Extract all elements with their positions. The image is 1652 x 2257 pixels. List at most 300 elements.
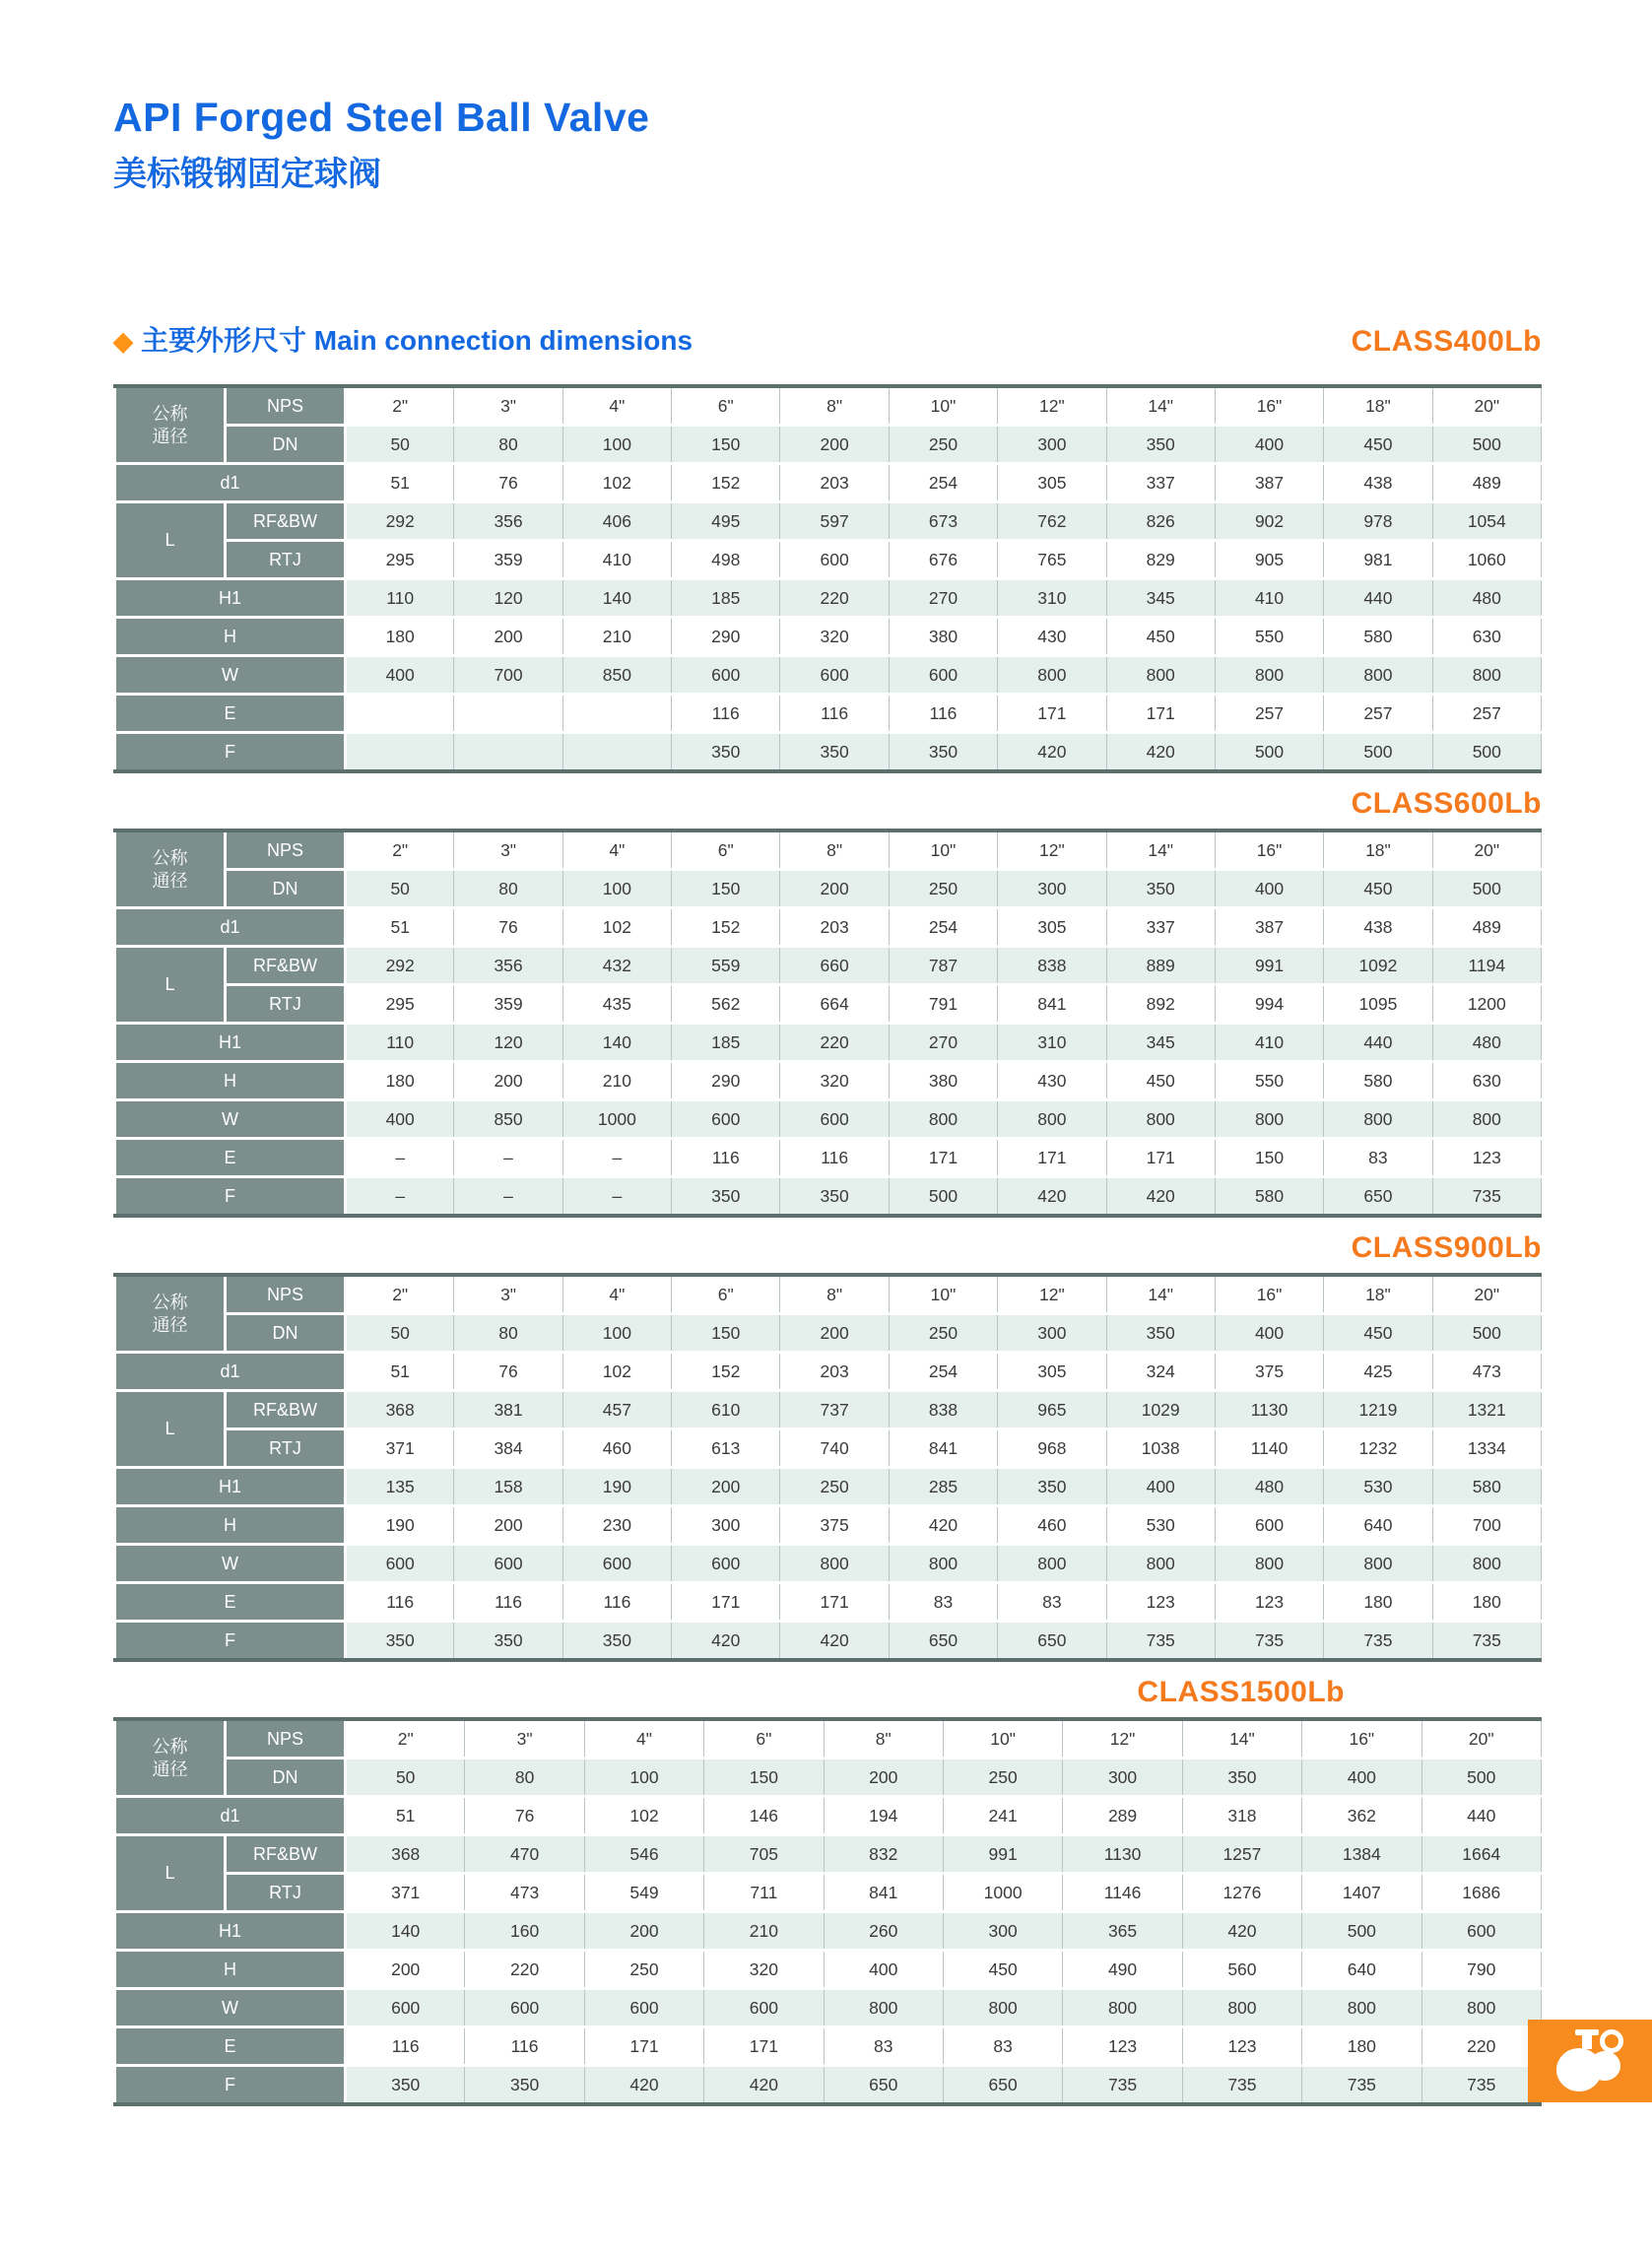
data-cell: 968: [998, 1429, 1106, 1468]
data-cell: 51: [346, 464, 454, 502]
data-cell: 1095: [1324, 985, 1432, 1024]
data-cell: 400: [1215, 426, 1323, 464]
row-header-cell: E: [115, 695, 346, 733]
data-cell: 14": [1106, 386, 1215, 426]
data-cell: 350: [672, 1177, 780, 1217]
data-cell: 1000: [562, 1100, 671, 1139]
data-cell: 489: [1432, 464, 1541, 502]
data-cell: 318: [1182, 1797, 1301, 1835]
row-header-cell: RTJ: [226, 1874, 346, 1912]
data-cell: 800: [998, 656, 1106, 695]
data-cell: 500: [889, 1177, 997, 1217]
data-cell: 51: [346, 1797, 465, 1835]
table-row: [115, 1545, 1542, 1583]
table-row: [115, 985, 1542, 1024]
table-row: [115, 695, 1542, 733]
data-cell: 250: [889, 870, 997, 908]
data-cell: 735: [1182, 2066, 1301, 2105]
table-row: [115, 1874, 1542, 1912]
table-row: [115, 1024, 1542, 1062]
table-row: [115, 618, 1542, 656]
data-cell: 800: [1106, 1545, 1215, 1583]
data-cell: 600: [780, 656, 889, 695]
table-row: [115, 386, 1542, 426]
data-cell: 203: [780, 464, 889, 502]
data-cell: 800: [1432, 1100, 1541, 1139]
data-cell: 550: [1215, 618, 1323, 656]
data-cell: 800: [889, 1545, 997, 1583]
row-header-cell: H: [115, 1506, 346, 1545]
data-cell: 200: [346, 1951, 465, 1989]
row-header-l: L: [115, 502, 226, 579]
data-cell: 300: [943, 1912, 1062, 1951]
data-cell: 562: [672, 985, 780, 1024]
data-cell: 381: [454, 1391, 562, 1429]
data-cell: [346, 695, 454, 733]
data-cell: 410: [1215, 579, 1323, 618]
data-cell: 171: [889, 1139, 997, 1177]
data-cell: 384: [454, 1429, 562, 1468]
data-cell: 152: [672, 464, 780, 502]
data-cell: 600: [465, 1989, 584, 2027]
row-header-cell: RTJ: [226, 1429, 346, 1468]
data-cell: 1232: [1324, 1429, 1432, 1468]
data-cell: 500: [1302, 1912, 1421, 1951]
data-cell: 1664: [1421, 1835, 1541, 1874]
row-header-cell: H: [115, 1951, 346, 1989]
data-cell: 203: [780, 908, 889, 947]
data-cell: 80: [465, 1759, 584, 1797]
data-cell: 116: [889, 695, 997, 733]
data-cell: 495: [672, 502, 780, 541]
data-cell: 580: [1324, 1062, 1432, 1100]
row-header-cell: E: [115, 2027, 346, 2066]
class-label-400: CLASS400Lb: [1351, 325, 1542, 358]
data-cell: 800: [1421, 1989, 1541, 2027]
data-cell: 12": [998, 1275, 1106, 1314]
section-heading-row: [113, 319, 1542, 359]
row-header-cell: d1: [115, 1353, 346, 1391]
table-row: [115, 1759, 1542, 1797]
data-cell: 152: [672, 1353, 780, 1391]
class-label: CLASS1500Lb: [1137, 1676, 1345, 1708]
data-cell: 1140: [1215, 1429, 1323, 1468]
data-cell: 1130: [1215, 1391, 1323, 1429]
data-cell: 8": [824, 1719, 943, 1759]
data-cell: 549: [584, 1874, 703, 1912]
data-cell: 292: [346, 502, 454, 541]
data-cell: 285: [889, 1468, 997, 1506]
row-header-cell: NPS: [226, 830, 346, 870]
data-cell: 480: [1432, 1024, 1541, 1062]
data-cell: 460: [998, 1506, 1106, 1545]
data-cell: 559: [672, 947, 780, 985]
table-row: [115, 1314, 1542, 1353]
data-cell: 673: [889, 502, 997, 541]
data-cell: –: [346, 1139, 454, 1177]
data-cell: 116: [454, 1583, 562, 1622]
data-cell: 600: [672, 656, 780, 695]
data-cell: 350: [465, 2066, 584, 2105]
data-cell: 300: [1063, 1759, 1182, 1797]
data-cell: 640: [1324, 1506, 1432, 1545]
page-subtitle-zh: 美标锻钢固定球阀: [113, 156, 381, 193]
row-header-cell: d1: [115, 908, 346, 947]
table-row: [115, 870, 1542, 908]
data-cell: 800: [1215, 656, 1323, 695]
data-cell: 425: [1324, 1353, 1432, 1391]
data-cell: 171: [584, 2027, 703, 2066]
data-cell: 76: [454, 908, 562, 947]
table-row: [115, 464, 1542, 502]
data-cell: [562, 695, 671, 733]
data-cell: 18": [1324, 830, 1432, 870]
data-cell: 800: [998, 1100, 1106, 1139]
row-header-cell: DN: [226, 426, 346, 464]
table-row: [115, 1912, 1542, 1951]
data-cell: 50: [346, 1314, 454, 1353]
data-cell: 440: [1324, 1024, 1432, 1062]
row-header-cell: DN: [226, 1759, 346, 1797]
table-row: [115, 1468, 1542, 1506]
data-cell: 410: [562, 541, 671, 579]
data-cell: 735: [1324, 1622, 1432, 1661]
data-cell: 440: [1421, 1797, 1541, 1835]
data-cell: 400: [1215, 870, 1323, 908]
dimensions-table: [113, 384, 1542, 773]
data-cell: 400: [346, 1100, 454, 1139]
data-cell: 171: [998, 695, 1106, 733]
data-cell: 737: [780, 1391, 889, 1429]
data-cell: 1060: [1432, 541, 1541, 579]
data-cell: 4": [562, 386, 671, 426]
data-cell: 735: [1106, 1622, 1215, 1661]
data-cell: 16": [1302, 1719, 1421, 1759]
data-cell: 800: [1432, 1545, 1541, 1583]
data-cell: 350: [454, 1622, 562, 1661]
data-cell: 305: [998, 464, 1106, 502]
data-cell: 200: [454, 1506, 562, 1545]
data-cell: 735: [1432, 1622, 1541, 1661]
row-header-nominal: 公称 通径: [115, 1275, 226, 1353]
row-header-cell: RF&BW: [226, 1391, 346, 1429]
data-cell: 254: [889, 908, 997, 947]
data-cell: 116: [780, 695, 889, 733]
data-cell: 116: [672, 1139, 780, 1177]
row-header-cell: E: [115, 1139, 346, 1177]
data-cell: 978: [1324, 502, 1432, 541]
data-cell: [454, 695, 562, 733]
data-cell: 365: [1063, 1912, 1182, 1951]
data-cell: 76: [465, 1797, 584, 1835]
data-cell: 257: [1432, 695, 1541, 733]
data-cell: 832: [824, 1835, 943, 1874]
table-row: [115, 1100, 1542, 1139]
data-cell: 250: [943, 1759, 1062, 1797]
data-cell: 305: [998, 1353, 1106, 1391]
table-row: [115, 1429, 1542, 1468]
table-row: [115, 1719, 1542, 1759]
class-label: CLASS600Lb: [1351, 787, 1542, 820]
row-header-cell: d1: [115, 464, 346, 502]
data-cell: 500: [1432, 426, 1541, 464]
data-cell: 530: [1106, 1506, 1215, 1545]
table-row: [115, 1951, 1542, 1989]
data-cell: 14": [1106, 1275, 1215, 1314]
data-cell: 473: [1432, 1353, 1541, 1391]
data-cell: 489: [1432, 908, 1541, 947]
table-row: [115, 1275, 1542, 1314]
data-cell: 430: [998, 618, 1106, 656]
data-cell: 171: [1106, 1139, 1215, 1177]
data-cell: 180: [346, 1062, 454, 1100]
data-cell: 480: [1432, 579, 1541, 618]
data-cell: 190: [346, 1506, 454, 1545]
dimensions-table: [113, 1717, 1542, 2106]
data-cell: 700: [454, 656, 562, 695]
data-cell: 230: [562, 1506, 671, 1545]
data-cell: 250: [889, 426, 997, 464]
table-row: [115, 947, 1542, 985]
data-cell: 292: [346, 947, 454, 985]
data-cell: 102: [562, 464, 671, 502]
data-cell: 6": [672, 1275, 780, 1314]
data-cell: 400: [1302, 1759, 1421, 1797]
data-cell: 2": [346, 1719, 465, 1759]
data-cell: 300: [998, 1314, 1106, 1353]
data-cell: –: [454, 1177, 562, 1217]
data-cell: 800: [824, 1989, 943, 2027]
data-cell: 320: [780, 618, 889, 656]
data-cell: [562, 733, 671, 772]
data-cell: 597: [780, 502, 889, 541]
data-cell: 800: [1432, 656, 1541, 695]
data-cell: 610: [672, 1391, 780, 1429]
data-cell: 1219: [1324, 1391, 1432, 1429]
table-row: [115, 1353, 1542, 1391]
data-cell: 6": [672, 830, 780, 870]
data-cell: 83: [889, 1583, 997, 1622]
data-cell: 171: [672, 1583, 780, 1622]
data-cell: 6": [672, 386, 780, 426]
row-header-cell: DN: [226, 1314, 346, 1353]
data-cell: 310: [998, 579, 1106, 618]
data-cell: 705: [704, 1835, 824, 1874]
data-cell: 120: [454, 579, 562, 618]
data-cell: 290: [672, 1062, 780, 1100]
data-cell: 310: [998, 1024, 1106, 1062]
data-cell: 735: [1432, 1177, 1541, 1217]
data-cell: 20": [1432, 386, 1541, 426]
data-cell: 200: [780, 426, 889, 464]
data-cell: 660: [780, 947, 889, 985]
table-row: [115, 579, 1542, 618]
data-cell: 450: [1106, 1062, 1215, 1100]
data-cell: 102: [562, 908, 671, 947]
data-cell: 498: [672, 541, 780, 579]
row-header-cell: E: [115, 1583, 346, 1622]
data-cell: 337: [1106, 908, 1215, 947]
row-header-cell: H: [115, 1062, 346, 1100]
data-cell: 20": [1432, 830, 1541, 870]
data-cell: 1384: [1302, 1835, 1421, 1874]
data-cell: 630: [1432, 1062, 1541, 1100]
data-cell: 8": [780, 1275, 889, 1314]
data-cell: 171: [780, 1583, 889, 1622]
data-cell: 800: [943, 1989, 1062, 2027]
data-cell: 295: [346, 541, 454, 579]
data-cell: 200: [584, 1912, 703, 1951]
data-cell: –: [454, 1139, 562, 1177]
row-header-cell: H: [115, 618, 346, 656]
data-cell: 250: [780, 1468, 889, 1506]
data-cell: 20": [1432, 1275, 1541, 1314]
data-cell: 410: [1215, 1024, 1323, 1062]
data-cell: 50: [346, 426, 454, 464]
table-row: [115, 908, 1542, 947]
data-cell: 18": [1324, 386, 1432, 426]
data-cell: 120: [454, 1024, 562, 1062]
data-cell: 180: [1302, 2027, 1421, 2066]
data-cell: 14": [1182, 1719, 1301, 1759]
data-cell: 123: [1182, 2027, 1301, 2066]
data-cell: 257: [1215, 695, 1323, 733]
data-cell: 450: [943, 1951, 1062, 1989]
brand-block: [1528, 2020, 1652, 2102]
data-cell: 600: [780, 541, 889, 579]
data-cell: 1092: [1324, 947, 1432, 985]
data-cell: 10": [889, 830, 997, 870]
data-cell: 12": [998, 386, 1106, 426]
data-cell: 12": [998, 830, 1106, 870]
row-header-nominal: 公称 通径: [115, 386, 226, 464]
data-cell: 337: [1106, 464, 1215, 502]
data-cell: 800: [780, 1545, 889, 1583]
data-cell: 200: [672, 1468, 780, 1506]
data-cell: 600: [1421, 1912, 1541, 1951]
data-cell: 700: [1432, 1506, 1541, 1545]
data-cell: 560: [1182, 1951, 1301, 1989]
data-cell: 600: [889, 656, 997, 695]
row-header-cell: NPS: [226, 1719, 346, 1759]
data-cell: 460: [562, 1429, 671, 1468]
table-row: [115, 1177, 1542, 1217]
data-cell: 991: [1215, 947, 1323, 985]
data-cell: 902: [1215, 502, 1323, 541]
data-cell: 435: [562, 985, 671, 1024]
data-cell: 220: [780, 1024, 889, 1062]
data-cell: 850: [454, 1100, 562, 1139]
data-cell: 51: [346, 908, 454, 947]
data-cell: 3": [454, 386, 562, 426]
data-cell: 664: [780, 985, 889, 1024]
data-cell: 80: [454, 1314, 562, 1353]
row-header-cell: F: [115, 1177, 346, 1217]
data-cell: 841: [824, 1874, 943, 1912]
data-cell: 110: [346, 579, 454, 618]
row-header-l: L: [115, 1391, 226, 1468]
page-content: [113, 0, 1542, 2106]
data-cell: 300: [672, 1506, 780, 1545]
table-row: [115, 1835, 1542, 1874]
data-cell: 600: [672, 1100, 780, 1139]
data-cell: 420: [780, 1622, 889, 1661]
row-header-cell: W: [115, 656, 346, 695]
data-cell: 6": [704, 1719, 824, 1759]
data-cell: 387: [1215, 908, 1323, 947]
data-cell: 838: [998, 947, 1106, 985]
data-cell: 438: [1324, 464, 1432, 502]
row-header-l: L: [115, 947, 226, 1024]
data-cell: 180: [1432, 1583, 1541, 1622]
table-row: [115, 1583, 1542, 1622]
data-cell: 116: [346, 1583, 454, 1622]
data-cell: 146: [704, 1797, 824, 1835]
data-cell: 102: [562, 1353, 671, 1391]
data-cell: 490: [1063, 1951, 1182, 1989]
data-cell: 8": [780, 830, 889, 870]
data-cell: 600: [1215, 1506, 1323, 1545]
data-cell: 200: [454, 618, 562, 656]
row-header-cell: NPS: [226, 1275, 346, 1314]
data-cell: 841: [889, 1429, 997, 1468]
data-cell: 116: [780, 1139, 889, 1177]
data-cell: 180: [346, 618, 454, 656]
data-cell: 160: [465, 1912, 584, 1951]
data-cell: 3": [465, 1719, 584, 1759]
row-header-cell: W: [115, 1100, 346, 1139]
data-cell: 350: [1106, 426, 1215, 464]
data-cell: 613: [672, 1429, 780, 1468]
data-cell: 440: [1324, 579, 1432, 618]
data-cell: 841: [998, 985, 1106, 1024]
data-cell: 356: [454, 502, 562, 541]
row-header-cell: d1: [115, 1797, 346, 1835]
data-cell: 400: [1215, 1314, 1323, 1353]
data-cell: 420: [672, 1622, 780, 1661]
data-cell: [346, 733, 454, 772]
data-cell: 580: [1432, 1468, 1541, 1506]
data-cell: 150: [704, 1759, 824, 1797]
data-cell: 150: [672, 1314, 780, 1353]
table-row: [115, 541, 1542, 579]
data-cell: 1146: [1063, 1874, 1182, 1912]
data-cell: 359: [454, 541, 562, 579]
data-cell: 241: [943, 1797, 1062, 1835]
data-cell: 4": [584, 1719, 703, 1759]
data-cell: 116: [465, 2027, 584, 2066]
data-cell: 650: [1324, 1177, 1432, 1217]
data-cell: 600: [454, 1545, 562, 1583]
data-cell: 12": [1063, 1719, 1182, 1759]
data-cell: 51: [346, 1353, 454, 1391]
row-header-nominal: 公称 通径: [115, 1719, 226, 1797]
data-cell: 800: [1302, 1989, 1421, 2027]
data-cell: 295: [346, 985, 454, 1024]
data-cell: 194: [824, 1797, 943, 1835]
data-cell: 1407: [1302, 1874, 1421, 1912]
table-row: [115, 1506, 1542, 1545]
data-cell: 650: [998, 1622, 1106, 1661]
data-cell: 116: [346, 2027, 465, 2066]
data-cell: 123: [1063, 2027, 1182, 2066]
data-cell: 150: [1215, 1139, 1323, 1177]
data-cell: 500: [1432, 870, 1541, 908]
data-cell: 100: [584, 1759, 703, 1797]
data-cell: 600: [562, 1545, 671, 1583]
row-header-cell: NPS: [226, 386, 346, 426]
data-cell: 123: [1432, 1139, 1541, 1177]
